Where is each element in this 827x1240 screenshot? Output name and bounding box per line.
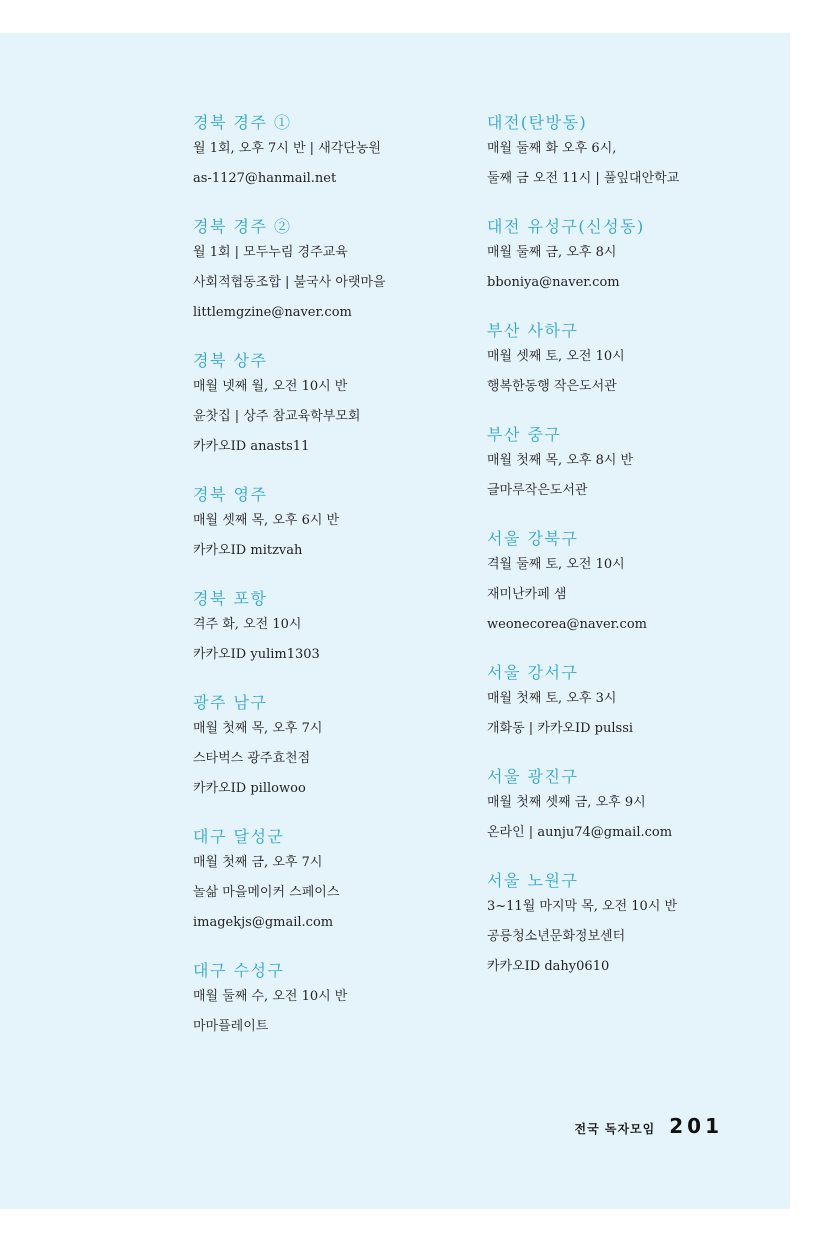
entry-detail-line: 월 1회 | 모두누림 경주교육 xyxy=(193,245,348,260)
entry-detail-line: 온라인 | aunju74@gmail.com xyxy=(487,825,673,840)
entry-detail-line: 사회적협동조합 | 불국사 아랫마을 xyxy=(193,275,386,290)
entry-detail-line: 격주 화, 오전 10시 xyxy=(193,617,302,632)
entry-detail-line: 카카오ID dahy0610 xyxy=(487,959,610,974)
entry-detail-line: 매월 넷째 월, 오전 10시 반 xyxy=(193,379,348,394)
entry-detail-line: 행복한동행 작은도서관 xyxy=(487,379,617,394)
region-heading: 대구 수성구 xyxy=(193,961,285,980)
entry-detail-line: 글마루작은도서관 xyxy=(487,483,588,498)
region-heading: 경북 경주 ① xyxy=(193,113,292,132)
entry-detail-line: 매월 둘째 금, 오후 8시 xyxy=(487,245,617,260)
reading-group-entry xyxy=(193,216,463,328)
entry-detail-line: littlemgzine@naver.com xyxy=(193,305,352,320)
reading-group-entry xyxy=(487,662,777,744)
entry-detail-line: 매월 셋째 목, 오후 6시 반 xyxy=(193,513,340,528)
running-footer-title: 전국 독자모임 xyxy=(574,1122,656,1136)
entry-detail-line: 매월 첫째 셋째 금, 오후 9시 xyxy=(487,795,646,810)
entry-detail-line: 매월 둘째 화 오후 6시, xyxy=(487,141,617,156)
region-heading: 서울 강북구 xyxy=(487,529,579,548)
entry-detail-line: bboniya@naver.com xyxy=(487,275,620,290)
region-heading: 경북 경주 ② xyxy=(193,217,292,236)
reading-group-entry xyxy=(193,960,463,1042)
entry-detail-line: as-1127@hanmail.net xyxy=(193,171,337,186)
entry-detail-line: 재미난카페 샘 xyxy=(487,587,567,602)
entry-detail-line: 매월 첫째 토, 오후 3시 xyxy=(487,691,617,706)
left-column xyxy=(193,112,463,1064)
region-heading: 경북 영주 xyxy=(193,485,268,504)
entry-detail-line: 카카오ID yulim1303 xyxy=(193,647,320,662)
entry-detail-line: 매월 첫째 목, 오후 7시 xyxy=(193,721,323,736)
right-column xyxy=(487,112,777,1004)
entry-detail-line: 둘째 금 오전 11시 | 풀잎대안학교 xyxy=(487,171,680,186)
entry-detail-line: 3~11월 마지막 목, 오전 10시 반 xyxy=(487,899,678,914)
entry-detail-line: 개화동 | 카카오ID pulssi xyxy=(487,721,634,736)
entry-detail-line: weonecorea@naver.com xyxy=(487,617,647,632)
region-heading: 대전(탄방동) xyxy=(487,113,588,132)
entry-detail-line: 매월 첫째 목, 오후 8시 반 xyxy=(487,453,634,468)
region-heading: 광주 남구 xyxy=(193,693,268,712)
region-heading: 경북 포항 xyxy=(193,589,268,608)
region-heading: 대구 달성군 xyxy=(193,827,285,846)
page-number: 201 xyxy=(669,1114,723,1138)
reading-group-entry xyxy=(487,216,777,298)
entry-detail-line: 윤찻집 | 상주 참교육학부모회 xyxy=(193,409,361,424)
reading-group-entry xyxy=(193,484,463,566)
entry-detail-line: 공릉청소년문화정보센터 xyxy=(487,929,626,944)
region-heading: 서울 노원구 xyxy=(487,871,579,890)
region-heading: 대전 유성구(신성동) xyxy=(487,217,645,236)
reading-group-entry xyxy=(487,870,777,982)
entry-detail-line: 카카오ID pillowoo xyxy=(193,781,306,796)
region-heading: 서울 광진구 xyxy=(487,767,579,786)
reading-group-entry xyxy=(487,320,777,402)
reading-group-entry xyxy=(487,112,777,194)
entry-detail-line: 매월 첫째 금, 오후 7시 xyxy=(193,855,323,870)
page-footer xyxy=(575,1114,723,1138)
region-heading: 부산 중구 xyxy=(487,425,562,444)
entry-detail-line: 카카오ID mitzvah xyxy=(193,543,303,558)
region-heading: 경북 상주 xyxy=(193,351,268,370)
region-heading: 부산 사하구 xyxy=(487,321,579,340)
entry-detail-line: 매월 셋째 토, 오전 10시 xyxy=(487,349,625,364)
entry-detail-line: 놀삶 마을메이커 스페이스 xyxy=(193,885,340,900)
entry-detail-line: imagekjs@gmail.com xyxy=(193,915,334,930)
entry-detail-line: 격월 둘째 토, 오전 10시 xyxy=(487,557,625,572)
reading-group-entry xyxy=(487,766,777,848)
reading-group-entry xyxy=(487,528,777,640)
reading-group-entry xyxy=(193,350,463,462)
entry-detail-line: 마마플레이트 xyxy=(193,1019,269,1034)
entry-detail-line: 월 1회, 오후 7시 반 | 새각단농원 xyxy=(193,141,381,156)
region-heading: 서울 강서구 xyxy=(487,663,579,682)
entry-detail-line: 카카오ID anasts11 xyxy=(193,439,310,454)
reading-group-entry xyxy=(193,826,463,938)
reading-group-entry xyxy=(193,692,463,804)
reading-group-entry xyxy=(193,112,463,194)
reading-group-entry xyxy=(193,588,463,670)
entry-detail-line: 매월 둘째 수, 오전 10시 반 xyxy=(193,989,348,1004)
reading-group-entry xyxy=(487,424,777,506)
entry-detail-line: 스타벅스 광주효천점 xyxy=(193,751,311,766)
